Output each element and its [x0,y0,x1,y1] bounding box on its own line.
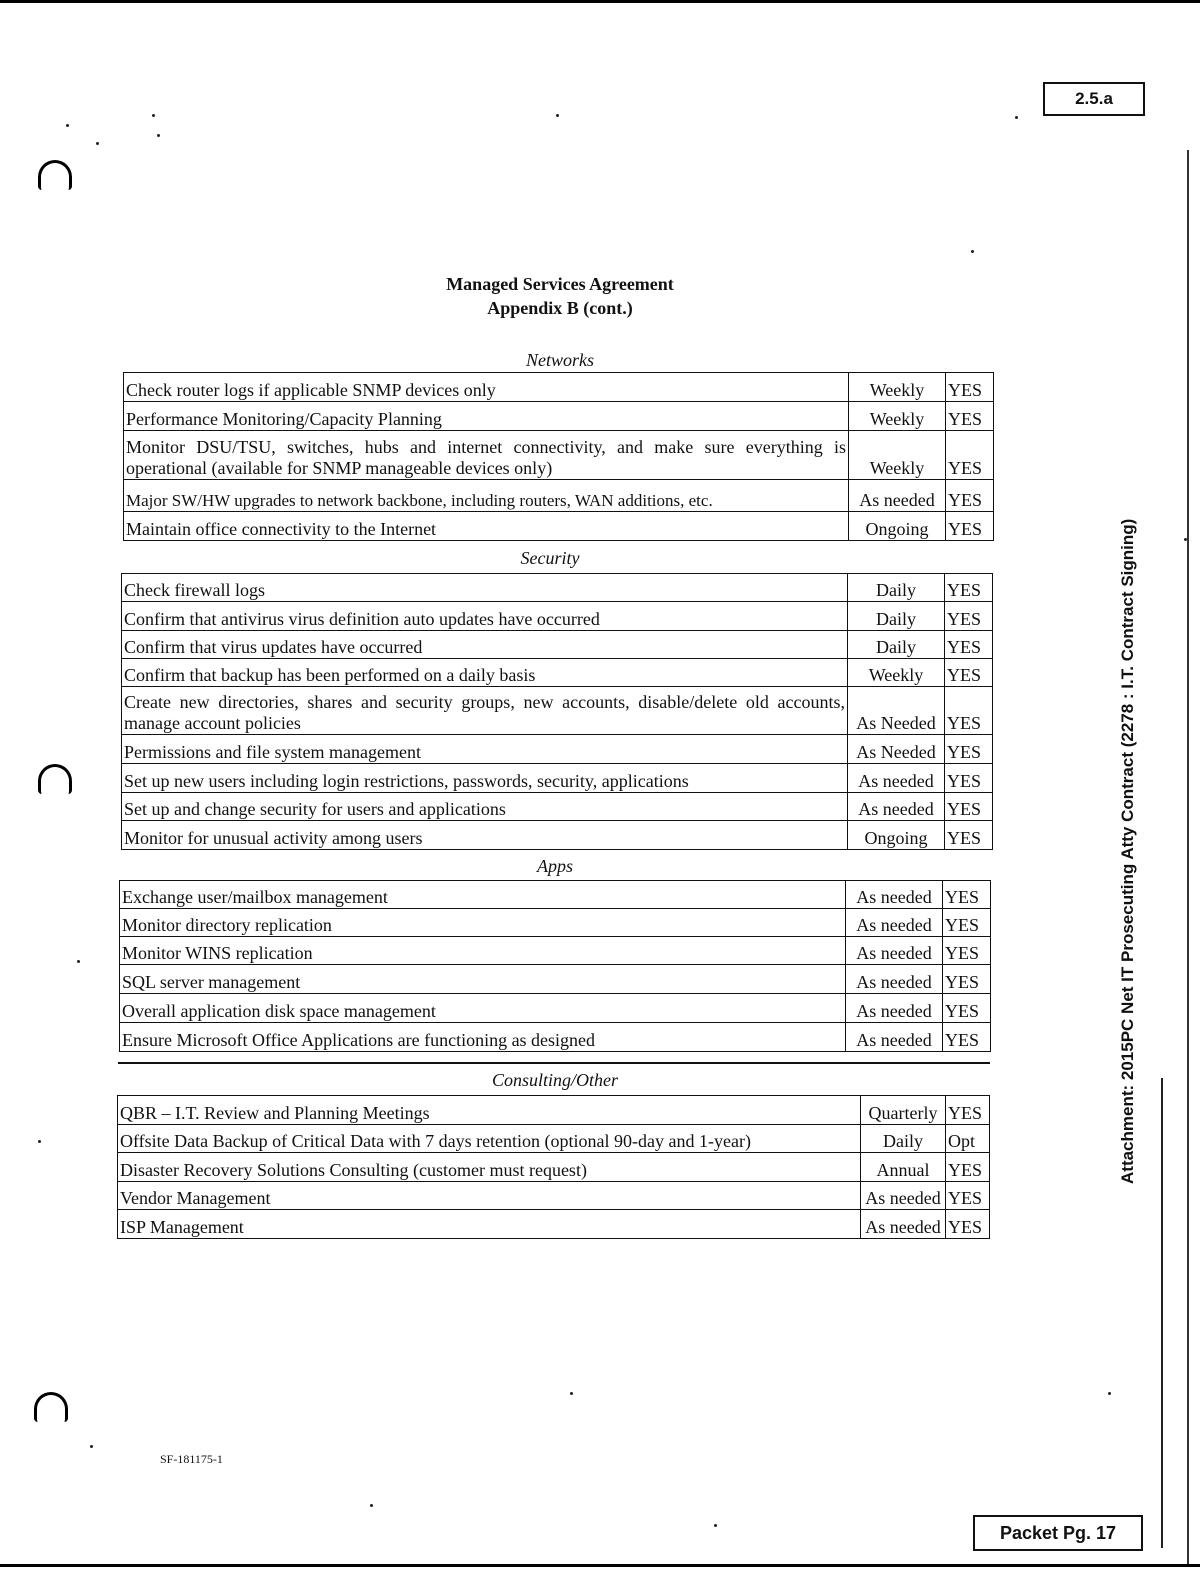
table-row [124,480,994,512]
table-row [122,631,993,659]
top-border [0,0,1200,3]
scan-speck [77,960,80,963]
included-cell: YES [946,1096,990,1125]
frequency-cell: Daily [861,1125,946,1153]
table-row [122,821,993,850]
frequency-cell: As needed [848,793,945,821]
task-cell: Check router logs if applicable SNMP devices only [124,373,849,402]
frequency-cell: Weekly [849,431,946,480]
frequency-cell: As needed [846,937,943,965]
punch-hole-icon [38,764,72,794]
scan-speck [714,1524,717,1527]
scan-speck [1015,116,1018,119]
bottom-border [0,1564,1200,1567]
task-cell: Vendor Management [118,1182,861,1210]
scan-speck [971,250,974,253]
document-code: SF-181175-1 [160,1452,223,1466]
task-cell: Confirm that backup has been performed on a daily basis [122,659,848,687]
included-cell: YES [945,764,993,793]
scan-speck [96,142,99,145]
section-heading-consulting: Consulting/Other [491,1070,618,1090]
included-cell: Opt [946,1125,990,1153]
task-cell: Monitor directory replication [120,909,846,937]
task-cell: Monitor DSU/TSU, switches, hubs and internet connectivity, and make sure everything is operational (available for SNMP manageable devices only) [124,431,849,480]
document-title [360,272,760,320]
included-cell: YES [945,735,993,764]
table-row [120,909,991,937]
included-cell: YES [946,1210,990,1239]
scan-speck [556,114,559,117]
table-row [118,1153,990,1182]
frequency-cell: Daily [848,631,945,659]
frequency-cell: As needed [846,909,943,937]
frequency-cell: As needed [849,480,946,512]
section-heading-security: Security [520,548,580,568]
scan-speck [570,1392,573,1395]
frequency-cell: Quarterly [861,1096,946,1125]
right-margin-line [1161,1078,1163,1548]
packet-page-label: Packet Pg. 17 [973,1515,1143,1551]
table-row [122,735,993,764]
table-row [120,937,991,965]
frequency-cell: Ongoing [849,512,946,541]
scan-speck [152,114,155,117]
task-cell: Create new directories, shares and security groups, new accounts, disable/delete old accounts, manage account policies [122,687,848,735]
scan-speck [370,1504,373,1507]
included-cell: YES [945,602,993,631]
included-cell: YES [946,480,994,512]
included-cell: YES [945,659,993,687]
table-row [118,1096,990,1125]
section-divider [118,1062,990,1064]
task-cell: Confirm that antivirus virus definition auto updates have occurred [122,602,848,631]
task-cell: Permissions and file system management [122,735,848,764]
task-cell: Set up new users including login restrictions, passwords, security, applications [122,764,848,793]
included-cell: YES [945,821,993,850]
frequency-cell: As needed [861,1182,946,1210]
frequency-cell: As Needed [848,687,945,735]
punch-hole-icon [38,160,72,190]
task-cell: Performance Monitoring/Capacity Planning [124,402,849,431]
frequency-cell: As needed [846,1023,943,1052]
included-cell: YES [946,402,994,431]
apps-table [119,880,991,1052]
section-heading-apps: Apps [537,856,573,876]
frequency-cell: Weekly [849,373,946,402]
table-row [124,431,994,480]
networks-table [123,372,994,541]
table-row [122,764,993,793]
table-row [122,659,993,687]
scan-speck [38,1140,41,1143]
table-row [118,1125,990,1153]
table-row [122,602,993,631]
title-line-1: Managed Services Agreement [446,274,674,294]
frequency-cell: As Needed [848,735,945,764]
scan-speck [1108,1392,1111,1395]
included-cell: YES [946,512,994,541]
attachment-side-label: Attachment: 2015PC Net IT Prosecuting Atty Contract (2278 : I.T. Contract Signing) [1118,518,1137,1184]
frequency-cell: As needed [861,1210,946,1239]
frequency-cell: Weekly [849,402,946,431]
task-cell: Offsite Data Backup of Critical Data with 7 days retention (optional 90-day and 1-year) [118,1125,861,1153]
included-cell: YES [945,793,993,821]
frequency-cell: Weekly [848,659,945,687]
task-cell: Check firewall logs [122,574,848,602]
task-cell: Monitor WINS replication [120,937,846,965]
included-cell: YES [943,909,991,937]
frequency-cell: As needed [848,764,945,793]
table-row [124,402,994,431]
included-cell: YES [945,574,993,602]
frequency-cell: Daily [848,602,945,631]
task-cell: Maintain office connectivity to the Internet [124,512,849,541]
frequency-cell: Daily [848,574,945,602]
table-row [120,994,991,1023]
table-row [124,373,994,402]
included-cell: YES [943,937,991,965]
table-row [122,793,993,821]
task-cell: SQL server management [120,965,846,994]
included-cell: YES [943,965,991,994]
task-cell: Overall application disk space management [120,994,846,1023]
section-heading-networks: Networks [525,350,594,370]
agenda-item-badge: 2.5.a [1043,82,1145,116]
punch-hole-icon [34,1392,68,1422]
task-cell: ISP Management [118,1210,861,1239]
frequency-cell: As needed [846,965,943,994]
included-cell: YES [946,431,994,480]
table-row [118,1210,990,1239]
scan-speck [90,1445,93,1448]
included-cell: YES [945,631,993,659]
table-row [118,1182,990,1210]
task-cell: Disaster Recovery Solutions Consulting (customer must request) [118,1153,861,1182]
task-cell: Set up and change security for users and applications [122,793,848,821]
included-cell: YES [945,687,993,735]
task-cell: QBR – I.T. Review and Planning Meetings [118,1096,861,1125]
task-cell: Monitor for unusual activity among users [122,821,848,850]
security-table [121,573,993,850]
frequency-cell: Annual [861,1153,946,1182]
included-cell: YES [946,1153,990,1182]
frequency-cell: Ongoing [848,821,945,850]
included-cell: YES [946,1182,990,1210]
table-row [120,881,991,909]
table-row [120,1023,991,1052]
scan-speck [66,124,69,127]
included-cell: YES [943,881,991,909]
task-cell: Exchange user/mailbox management [120,881,846,909]
table-row [122,574,993,602]
included-cell: YES [943,994,991,1023]
consulting-table [117,1095,990,1239]
task-cell: Confirm that virus updates have occurred [122,631,848,659]
frequency-cell: As needed [846,881,943,909]
table-row [122,687,993,735]
included-cell: YES [943,1023,991,1052]
title-line-2: Appendix B (cont.) [487,298,633,318]
frequency-cell: As needed [846,994,943,1023]
right-edge-line [1187,150,1189,1564]
scan-speck [157,134,160,137]
task-cell: Major SW/HW upgrades to network backbone, including routers, WAN additions, etc. [124,480,849,512]
task-cell: Ensure Microsoft Office Applications are functioning as designed [120,1023,846,1052]
included-cell: YES [946,373,994,402]
table-row [120,965,991,994]
table-row [124,512,994,541]
scan-speck [1184,538,1187,541]
